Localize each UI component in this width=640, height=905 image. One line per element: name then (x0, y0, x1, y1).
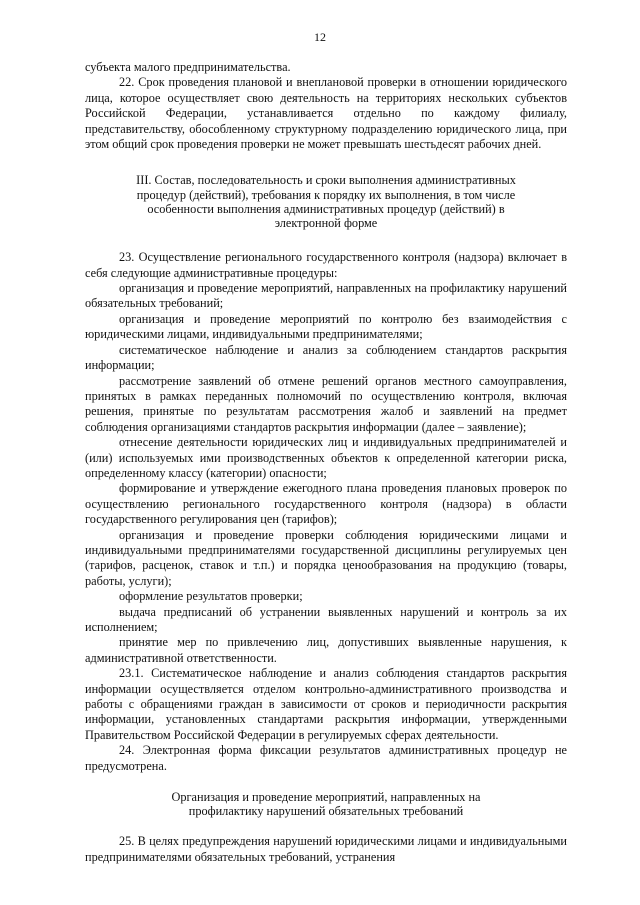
subsection-heading: Организация и проведение мероприятий, направленных на профилактику нарушений обязательных требований (171, 790, 481, 819)
paragraph-p23b: организация и проведение мероприятий по контролю без взаимодействия с юридическими лицами, индивидуальными предпринимателями; (85, 311, 567, 342)
paragraph-p23j: принятие мер по привлечению лиц, допустивших выявленные нарушения, к административной ответственности. (85, 635, 567, 665)
paragraph-p231: 23.1. Систематическое наблюдение и анализ соблюдения стандартов раскрытия информации осуществляется отделом контрольно-административного производства и работы с обращениями граждан в зависимости от сроков и периодичности раскрытия информации, установленных стандартами раскрытия информации, утвержденными Правительством Российской Федерации в регулируемых сферах деятельности. (85, 666, 567, 742)
paragraph-p23c: систематическое наблюдение и анализ за соблюдением стандартов раскрытия информации; (85, 342, 567, 373)
paragraph-p23: 23. Осуществление регионального государственного контроля (надзора) включает в себя следующие административные процедуры: (85, 250, 567, 280)
paragraph-p23h: оформление результатов проверки; (119, 589, 303, 604)
paragraph-p25: 25. В целях предупреждения нарушений юридическими лицами и индивидуальными предпринимателями обязательных требований, устранения (85, 834, 567, 864)
page-number: 12 (314, 30, 326, 44)
paragraph-p23e: отнесение деятельности юридических лиц и индивидуальных предпринимателей и (или) используемых ими производственных объектов к определенной категории риска, определенному классу (категории) опасности; (85, 435, 567, 480)
paragraph-p23g: организация и проведение проверки соблюдения юридическими лицами и индивидуальными предпринимателями государственной дисциплины регулируемых цен (тарифов, расценок, ставок и т.п.) и порядка ценообразования на продукцию (товары, работы, услуги); (85, 527, 567, 588)
paragraph-p23i: выдача предписаний об устранении выявленных нарушений и контроль за их исполнением; (85, 604, 567, 634)
paragraph-p23f: формирование и утверждение ежегодного плана проведения плановых проверок по осуществлению регионального государственного контроля (надзора) в области государственного регулирования цен (тарифов); (85, 481, 567, 527)
middle-paragraphs (85, 250, 567, 774)
section-heading: III. Состав, последовательность и сроки выполнения административных процедур (действий), требования к порядку их выполнения, в том числе особенности выполнения административных процедур (действий) в электронной форме (136, 173, 516, 231)
page-body (85, 60, 567, 865)
top-paragraphs (85, 60, 567, 152)
paragraph-p24: 24. Электронная форма фиксации результатов административных процедур не предусмотрена. (85, 743, 567, 773)
bottom-paragraphs (85, 834, 567, 865)
paragraph-p23d: рассмотрение заявлений об отмене решений органов местного самоуправления, принятых в рамках переданных полномочий по осуществлению контроля, включая решения, принятые по результатам рассмотрения жалоб и заявлений на предмет соблюдения организациями стандартов раскрытия информации (далее – заявление); (85, 373, 567, 434)
paragraph-p23a: организация и проведение мероприятий, направленных на профилактику нарушений обязательных требований; (85, 281, 567, 311)
paragraph-p0: субъекта малого предпринимательства. (85, 60, 291, 74)
paragraph-p22: 22. Срок проведения плановой и внеплановой проверки в отношении юридического лица, которое осуществляет свою деятельность на территориях нескольких субъектов Российской Федерации, устанавливается отдельно по каждому филиалу, представительству, обособленному структурному подразделению юридического лица, при этом общий срок проведения проверки не может превышать шестьдесят рабочих дней. (85, 75, 567, 152)
